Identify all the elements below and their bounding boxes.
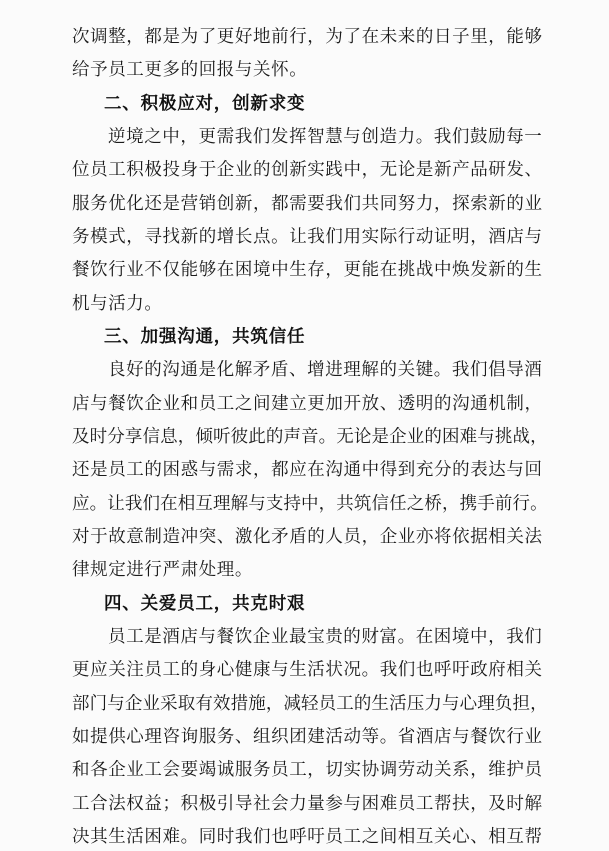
text-line: 次调整，都是为了更好地前行，为了在未来的日子里，能够 — [72, 27, 543, 47]
text-line: 决其生活困难。同时我们也呼吁员工之间相互关心、相互帮 — [72, 827, 543, 847]
text-line: 餐饮行业不仅能够在困境中生存，更能在挑战中焕发新的生 — [72, 260, 543, 281]
text-line: 更应关注员工的身心健康与生活状况。我们也呼吁政府相关 — [72, 660, 543, 681]
text-line: 及时分享信息，倾听彼此的声音。无论是企业的困难与挑战， — [72, 427, 548, 447]
text-line: 工合法权益；积极引导社会力量参与困难员工帮扶，及时解 — [72, 793, 543, 814]
section-heading: 四、关爱员工，共克时艰 — [104, 593, 306, 614]
text-line: 店与餐饮企业和员工之间建立更加开放、透明的沟通机制， — [72, 393, 543, 414]
text-line: 服务优化还是营销创新，都需要我们共同努力，探索新的业 — [72, 193, 543, 214]
text-line: 良好的沟通是化解矛盾、增进理解的关键。我们倡导酒 — [108, 360, 543, 381]
text-line: 员工是酒店与餐饮企业最宝贵的财富。在困境中，我们 — [108, 627, 543, 647]
text-line: 还是员工的困惑与需求，都应在沟通中得到充分的表达与回 — [72, 460, 543, 481]
section-heading: 二、积极应对，创新求变 — [104, 93, 306, 114]
text-line: 律规定进行严肃处理。 — [72, 560, 253, 581]
text-line: 应。让我们在相互理解与支持中，共筑信任之桥，携手前行。 — [72, 493, 548, 514]
text-line: 机与活力。 — [72, 293, 163, 314]
text-line: 给予员工更多的回报与关怀。 — [72, 60, 308, 81]
text-line: 和各企业工会要竭诚服务员工，切实协调劳动关系，维护员 — [72, 760, 543, 781]
text-line: 务模式，寻找新的增长点。让我们用实际行动证明，酒店与 — [72, 227, 543, 247]
text-line: 如提供心理咨询服务、组织团建活动等。省酒店与餐饮行业 — [72, 727, 543, 747]
text-line: 逆境之中，更需我们发挥智慧与创造力。我们鼓励每一 — [108, 127, 543, 147]
text-line: 部门与企业采取有效措施，减轻员工的生活压力与心理负担， — [72, 693, 548, 714]
text-line: 对于故意制造冲突、激化矛盾的人员，企业亦将依据相关法 — [72, 527, 543, 547]
section-heading: 三、加强沟通，共筑信任 — [104, 327, 306, 347]
text-line: 位员工积极投身于企业的创新实践中，无论是新产品研发、 — [72, 160, 543, 181]
